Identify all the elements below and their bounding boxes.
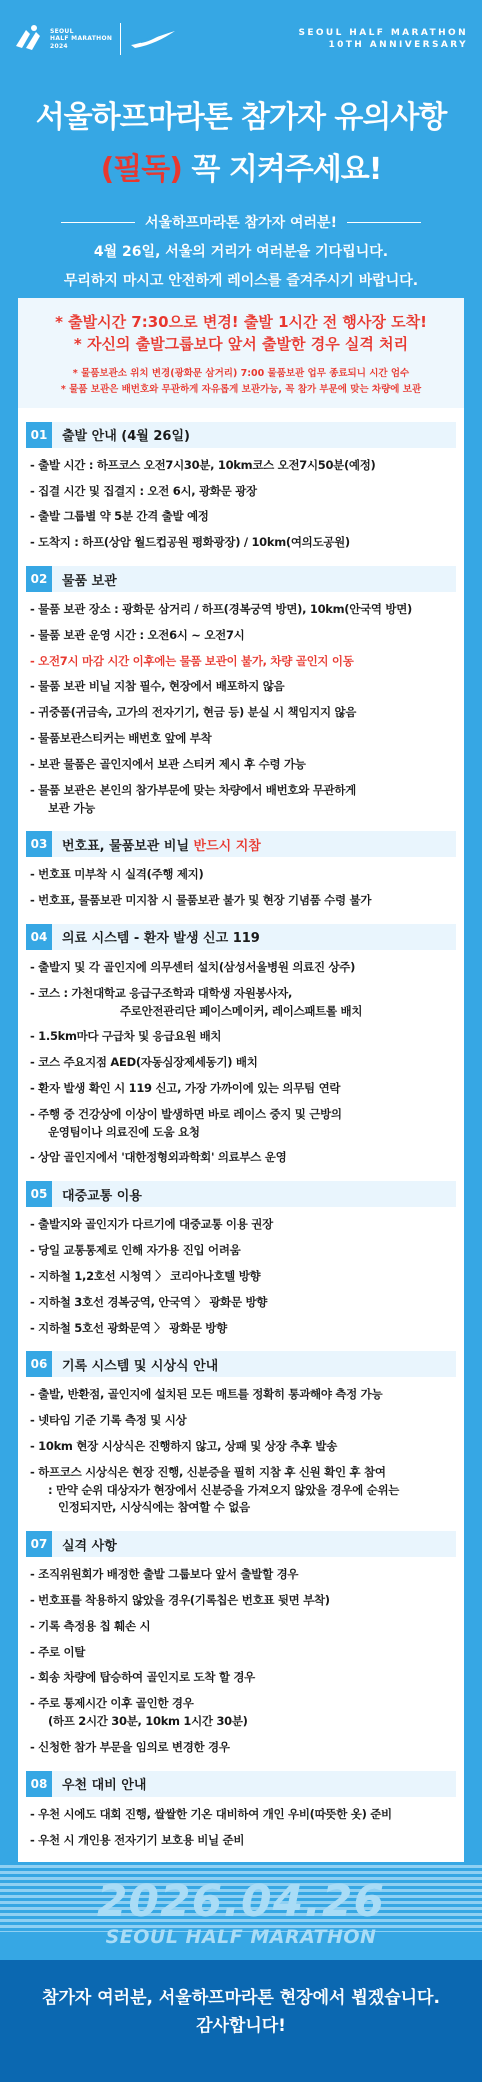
list-item: - 우천 시에도 대회 진행, 쌀쌀한 기온 대비하여 개인 우비(따뜻한 옷) 준비 (30, 1806, 392, 1821)
list-item: - 우천 시 개인용 전자기기 보호용 비닐 준비 (30, 1832, 245, 1847)
must-read-label: (필독) (100, 152, 182, 187)
list-item: - 지하철 3호선 경복궁역, 안국역 〉 광화문 방향 (30, 1294, 268, 1309)
list-item: - 상암 골인지에서 '대한정형외과학회' 의료부스 운영 (30, 1150, 287, 1165)
greeting (0, 212, 482, 290)
section-number: 05 (26, 1181, 52, 1207)
logo-line3: 2024 (50, 42, 68, 50)
section-items (26, 857, 456, 910)
section-medical (18, 924, 464, 1167)
logo-line1: SEOUL (50, 27, 74, 35)
greeting-line2: 무리하지 마시고 안전하게 레이스를 즐겨주시기 바랍니다. (63, 273, 419, 289)
list-item: - 출발 그룹별 약 5분 간격 출발 예정 (30, 509, 209, 524)
greeting-line1: 4월 26일, 서울의 거리가 여러분을 기다립니다. (93, 244, 389, 260)
section-items (26, 1207, 456, 1337)
list-item: - 번호표, 물품보관 미지참 시 물품보관 불가 및 현장 기념품 수령 불가 (30, 893, 372, 908)
greeting-title: 서울하프마라톤 참가자 여러분! (145, 215, 337, 231)
list-item: - 회송 차량에 탑승하여 골인지로 도착 할 경우 (30, 1670, 255, 1685)
list-item-warning: - 오전7시 마감 시간 이후에는 물품 보관이 불가, 차량 골인지 이동 (30, 653, 354, 668)
section-title-emphasis: 반드시 지참 (193, 838, 261, 854)
section-title: 대중교통 이용 (62, 1188, 142, 1204)
section-number: 03 (26, 831, 52, 857)
list-item-continuation: 운영팀이나 의료진에 도움 요청 (48, 1124, 200, 1139)
list-item-line: - 물품 보관은 본인의 참가부문에 맞는 차량에서 배번호와 무관하게 (30, 782, 356, 797)
section-baggage (18, 566, 464, 817)
section-number: 06 (26, 1351, 52, 1377)
list-item (30, 1695, 452, 1731)
footer-text (0, 1960, 482, 2040)
subtitle-rest: 꼭 지켜주세요! (181, 152, 382, 187)
section-number: 04 (26, 924, 52, 950)
list-item: - 코스 주요지점 AED(자동심장제세동기) 배치 (30, 1055, 258, 1070)
list-item: - 귀중품(귀금속, 고가의 전자기기, 현금 등) 분실 시 책임지지 않음 (30, 705, 357, 720)
section-title: 우천 대비 안내 (62, 1778, 147, 1794)
section-rain (18, 1771, 464, 1850)
list-item: - 보관 물품은 골인지에서 보관 스티커 제시 후 수령 가능 (30, 756, 306, 771)
event-date: 2026.04.26 (96, 1876, 386, 1927)
notice-card (18, 298, 464, 1863)
section-number: 08 (26, 1771, 52, 1797)
list-item-line: - 주행 중 건강상에 이상이 발생하면 바로 레이스 중지 및 근방의 (30, 1106, 342, 1121)
list-item: - 환자 발생 확인 시 119 신고, 가장 가까이에 있는 의무팀 연락 (30, 1081, 341, 1096)
list-item (30, 782, 452, 818)
logo-text (50, 28, 112, 51)
greeting-title-row (0, 212, 482, 232)
runner-logo-icon (14, 24, 42, 54)
warning-main-1: * 출발시간 7:30으로 변경! 출발 1시간 전 행사장 도착! (55, 313, 427, 331)
header-anniversary (298, 27, 468, 51)
thanks-line1: 참가자 여러분, 서울하프마라톤 현장에서 뵙겠습니다. (42, 1988, 440, 2008)
section-items (26, 1797, 456, 1850)
list-item: - 출발지 및 각 골인지에 의무센터 설치(삼성서울병원 의료진 상주) (30, 959, 356, 974)
section-header (26, 924, 456, 950)
list-item-line: - 코스 : 가천대학교 응급구조학과 대학생 자원봉사자, (30, 985, 293, 1000)
list-item (30, 1106, 452, 1142)
logo-group (14, 23, 177, 55)
section-header (26, 1351, 456, 1377)
section-header (26, 831, 456, 857)
section-items (26, 1557, 456, 1757)
section-start-guide (18, 422, 464, 552)
section-records (18, 1351, 464, 1517)
section-header (26, 1531, 456, 1557)
footer (0, 1960, 482, 2082)
list-item: - 물품보관스티커는 배번호 앞에 부착 (30, 731, 212, 746)
section-items (26, 1377, 456, 1517)
list-item: - 지하철 5호선 광화문역 〉 광화문 방향 (30, 1320, 227, 1335)
section-number: 01 (26, 422, 52, 448)
logo-line2: HALF MARATHON (50, 35, 113, 43)
section-title (62, 835, 261, 854)
list-item: - 번호표를 착용하지 않았을 경우(기록칩은 번호표 뒷면 부착) (30, 1593, 330, 1608)
section-title: 물품 보관 (62, 573, 117, 589)
section-title: 의료 시스템 - 환자 발생 신고 119 (62, 931, 260, 947)
section-header (26, 566, 456, 592)
list-item: - 출발지와 골인지가 다르기에 대중교통 이용 권장 (30, 1217, 273, 1232)
thanks-line2: 감사합니다! (196, 2016, 286, 2037)
list-item: - 번호표 미부착 시 실격(주행 제지) (30, 867, 204, 882)
list-item: - 넷타임 기준 기록 측정 및 시상 (30, 1413, 187, 1428)
warning-sub-2: * 물품 보관은 배번호와 무관하게 자유롭게 보관가능, 꼭 참가 부문에 맞는 차량에 보관 (60, 383, 422, 395)
list-item (30, 985, 452, 1021)
list-item-continuation: (하프 2시간 30분, 10km 1시간 30분) (48, 1714, 248, 1729)
list-item: - 물품 보관 장소 : 광화문 삼거리 / 하프(경복궁역 방면), 10km(안국역 방면) (30, 602, 412, 617)
divider-left (61, 222, 135, 223)
section-transit (18, 1181, 464, 1337)
warning-box (18, 298, 464, 408)
section-title: 출발 안내 (4월 26일) (62, 429, 190, 445)
section-header (26, 1181, 456, 1207)
section-bib (18, 831, 464, 910)
list-item: - 1.5km마다 구급차 및 응급요원 배치 (30, 1029, 222, 1044)
list-item: - 집결 시간 및 집결지 : 오전 6시, 광화문 광장 (30, 483, 257, 498)
page-title: 서울하프마라톤 참가자 유의사항 (35, 100, 447, 135)
section-items (26, 950, 456, 1167)
warning-sub-1: * 물품보관소 위치 변경(광화문 삼거리) 7:00 물품보관 업무 종료되니 시간 엄수 (72, 367, 410, 379)
list-item: - 출발, 반환점, 골인지에 설치된 모든 매트를 정확히 통과해야 측정 가능 (30, 1387, 383, 1402)
title-block (0, 66, 482, 188)
list-item: - 지하철 1,2호선 시청역 〉 코리아나호텔 방향 (30, 1268, 261, 1283)
section-number: 07 (26, 1531, 52, 1557)
section-title: 실격 사항 (62, 1538, 117, 1554)
warning-main-2: * 자신의 출발그룹보다 앞서 출발한 경우 실격 처리 (73, 334, 409, 353)
wing-logo-icon (129, 29, 177, 49)
list-item: - 주로 이탈 (30, 1644, 86, 1659)
section-items (26, 592, 456, 817)
warning-sub (28, 366, 454, 398)
list-item: - 기록 측정용 칩 훼손 시 (30, 1618, 151, 1633)
section-number: 02 (26, 566, 52, 592)
section-title: 기록 시스템 및 시상식 안내 (62, 1358, 219, 1374)
section-items (26, 448, 456, 552)
header (0, 0, 482, 66)
list-item: - 물품 보관 비닐 지참 필수, 현장에서 배포하지 않음 (30, 679, 285, 694)
section-header (26, 422, 456, 448)
list-item-continuation: 주로안전관리단 페이스메이커, 레이스패트롤 배치 (120, 1003, 363, 1018)
event-name: SEOUL HALF MARATHON (105, 1926, 377, 1948)
page-subtitle (0, 144, 482, 188)
list-item-continuation: 인정되지만, 시상식에는 참여할 수 없음 (58, 1500, 250, 1515)
section-title-text: 번호표, 물품보관 비닐 (62, 838, 194, 854)
divider-right (347, 222, 421, 223)
list-item: - 도착지 : 하프(상암 월드컵공원 평화광장) / 10km(여의도공원) (30, 535, 350, 550)
list-item-continuation: : 만약 순위 대상자가 현장에서 신분증을 가져오지 않았을 경우에 순위는 (48, 1482, 400, 1497)
section-header (26, 1771, 456, 1797)
list-item: - 신청한 참가 부문을 임의로 변경한 경우 (30, 1739, 230, 1754)
logo-divider (120, 23, 121, 55)
list-item (30, 1464, 452, 1517)
list-item: - 당일 교통통제로 인해 자가용 진입 어려움 (30, 1243, 241, 1258)
header-right-line1: SEOUL HALF MARATHON (298, 27, 468, 38)
list-item: - 10km 현장 시상식은 진행하지 않고, 상패 및 상장 추후 발송 (30, 1438, 337, 1453)
section-disqualification (18, 1531, 464, 1757)
list-item-line: - 하프코스 시상식은 현장 진행, 신분증을 필히 지참 후 신원 확인 후 참여 (30, 1464, 386, 1479)
list-item: - 조직위원회가 배정한 출발 그룹보다 앞서 출발할 경우 (30, 1567, 299, 1582)
list-item-line: - 주로 통제시간 이후 골인한 경우 (30, 1696, 194, 1711)
list-item: - 물품 보관 운영 시간 : 오전6시 ~ 오전7시 (30, 627, 245, 642)
list-item-continuation: 보관 가능 (48, 800, 95, 815)
list-item: - 출발 시간 : 하프코스 오전7시30분, 10km코스 오전7시50분(예정) (30, 457, 376, 472)
header-right-line2: 10TH ANNIVERSARY (328, 40, 468, 50)
